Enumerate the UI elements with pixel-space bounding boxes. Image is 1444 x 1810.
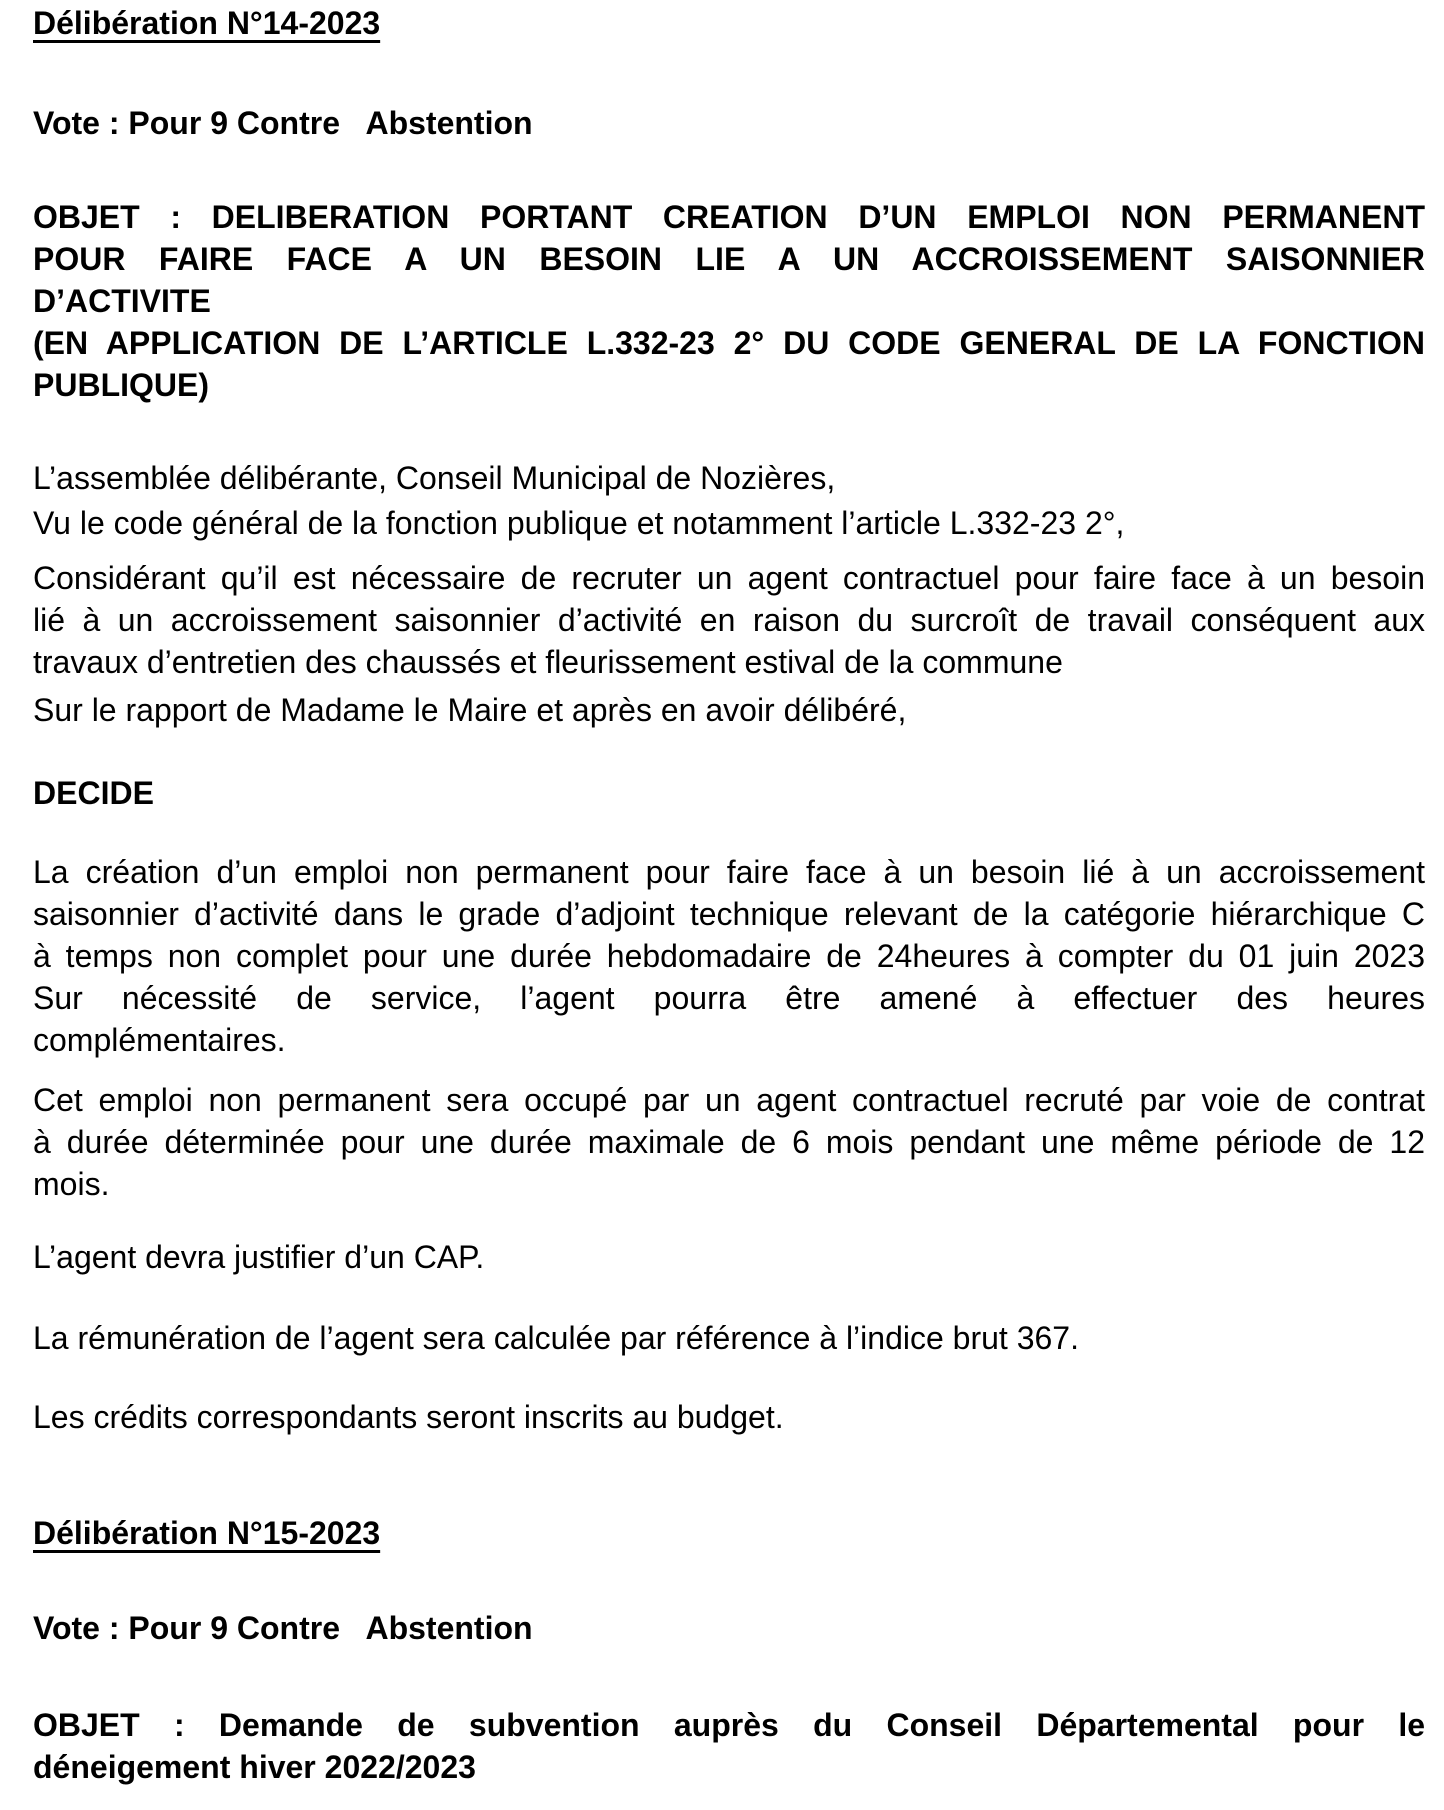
- vote-result-line: Vote : Pour 9 Contre Abstention: [33, 105, 533, 141]
- text-line: à temps non complet pour une durée hebdomadaire de 24heures à compter du 01 juin 2023: [33, 938, 1425, 974]
- rapport-maire-line: Sur le rapport de Madame le Maire et après en avoir délibéré,: [33, 692, 907, 728]
- creation-emploi-paragraph: [33, 851, 1425, 1061]
- considerant-paragraph: [33, 557, 1425, 683]
- text-line: déneigement hiver 2022/2023: [33, 1749, 476, 1785]
- remuneration-line: La rémunération de l’agent sera calculée par référence à l’indice brut 367.: [33, 1320, 1079, 1356]
- text-line: mois.: [33, 1166, 110, 1202]
- vote-result-line: Vote : Pour 9 Contre Abstention: [33, 1610, 533, 1646]
- text-line: PUBLIQUE): [33, 367, 209, 403]
- deliberation-15-title: Délibération N°15-2023: [33, 1515, 381, 1551]
- text-line: saisonnier d’activité dans le grade d’adjoint technique relevant de la catégorie hiérarchique C: [33, 896, 1425, 932]
- text-line: Considérant qu’il est nécessaire de recruter un agent contractuel pour faire face à un besoin: [33, 560, 1425, 596]
- vu-code-line: Vu le code général de la fonction publique et notamment l’article L.332-23 2°,: [33, 505, 1125, 541]
- text-line: complémentaires.: [33, 1022, 286, 1058]
- text-line: à durée déterminée pour une durée maximale de 6 mois pendant une même période de 12: [33, 1124, 1425, 1160]
- text-line: OBJET : Demande de subvention auprès du Conseil Départemental pour le: [33, 1707, 1425, 1743]
- decide-heading: DECIDE: [33, 775, 154, 811]
- text-line: travaux d’entretien des chaussés et fleurissement estival de la commune: [33, 644, 1063, 680]
- text-line: La création d’un emploi non permanent pour faire face à un besoin lié à un accroissement: [33, 854, 1425, 890]
- text-line: POUR FAIRE FACE A UN BESOIN LIE A UN ACCROISSEMENT SAISONNIER: [33, 241, 1425, 277]
- text-line: Sur nécessité de service, l’agent pourra être amené à effectuer des heures: [33, 980, 1425, 1016]
- contrat-duree-paragraph: [33, 1079, 1425, 1205]
- application-note-paragraph: [33, 322, 1425, 406]
- deliberation-15-section: [33, 1512, 1425, 1788]
- credits-budget-line: Les crédits correspondants seront inscrits au budget.: [33, 1399, 784, 1435]
- deliberation-14-title: Délibération N°14-2023: [33, 5, 381, 41]
- objet-paragraph: [33, 1704, 1425, 1788]
- assemblee-line: L’assemblée délibérante, Conseil Municipal de Nozières,: [33, 460, 836, 496]
- objet-paragraph: [33, 196, 1425, 322]
- text-line: (EN APPLICATION DE L’ARTICLE L.332-23 2° DU CODE GENERAL DE LA FONCTION: [33, 325, 1425, 361]
- deliberation-14-section: [33, 2, 1425, 1438]
- text-line: D’ACTIVITE: [33, 283, 211, 319]
- text-line: Cet emploi non permanent sera occupé par un agent contractuel recruté par voie de contrat: [33, 1082, 1425, 1118]
- text-line: lié à un accroissement saisonnier d’activité en raison du surcroît de travail conséquent aux: [33, 602, 1425, 638]
- text-line: OBJET : DELIBERATION PORTANT CREATION D’UN EMPLOI NON PERMANENT: [33, 199, 1425, 235]
- cap-requirement-line: L’agent devra justifier d’un CAP.: [33, 1239, 485, 1275]
